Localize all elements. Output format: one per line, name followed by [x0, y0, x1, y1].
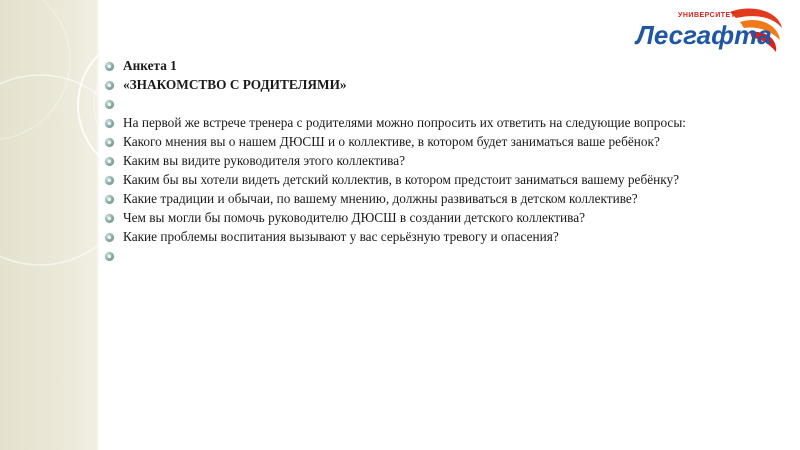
list-item-text: Какие проблемы воспитания вызывают у вас серьёзную тревогу и опасения? [123, 229, 559, 244]
list-item-text: Каким вы видите руководителя этого коллектива? [123, 153, 406, 168]
list-item [103, 172, 703, 188]
list-item [103, 210, 703, 226]
bullet-icon [105, 252, 114, 261]
logo-top-text: УНИВЕРСИТЕТ [678, 12, 736, 19]
list-item [103, 134, 703, 150]
list-item-text: Каким бы вы хотели видеть детский коллектив, в котором предстоит заниматься вашему ребёнку? [123, 172, 680, 187]
bullet-icon [105, 81, 114, 90]
bullet-icon [105, 195, 114, 204]
list-item [103, 153, 703, 169]
list-item-text: Какие традиции и обычаи, по вашему мнению, должны развиваться в детском коллективе? [123, 191, 638, 206]
list-item-text: На первой же встрече тренера с родителями можно попросить их ответить на следующие вопросы: [123, 115, 686, 130]
side-band-edge [97, 0, 99, 450]
list-item-text: Анкета 1 [123, 58, 177, 73]
list-item-text: Какого мнения вы о нашем ДЮСШ и о коллективе, в котором будет заниматься ваше ребёнок? [123, 134, 660, 149]
list-item-text: Чем вы могли бы помочь руководителю ДЮСШ в создании детского коллектива? [123, 210, 586, 225]
bullet-icon [105, 176, 114, 185]
university-logo [632, 6, 784, 56]
bullet-icon [105, 100, 114, 109]
list-item [103, 229, 703, 245]
list-item-text: «ЗНАКОМСТВО С РОДИТЕЛЯМИ» [123, 77, 347, 92]
decorative-side-band [0, 0, 97, 450]
bullet-icon [105, 214, 114, 223]
list-item [103, 77, 703, 93]
logo-main-text: Лесгафта [636, 20, 772, 50]
list-item [103, 248, 703, 264]
list-item [103, 96, 703, 112]
bullet-icon [105, 119, 114, 128]
list-item [103, 58, 703, 74]
list-item [103, 191, 703, 207]
bullet-icon [105, 157, 114, 166]
list-item [103, 115, 703, 131]
bullet-icon [105, 62, 114, 71]
bullet-list [103, 58, 703, 267]
bullet-icon [105, 138, 114, 147]
bullet-icon [105, 233, 114, 242]
